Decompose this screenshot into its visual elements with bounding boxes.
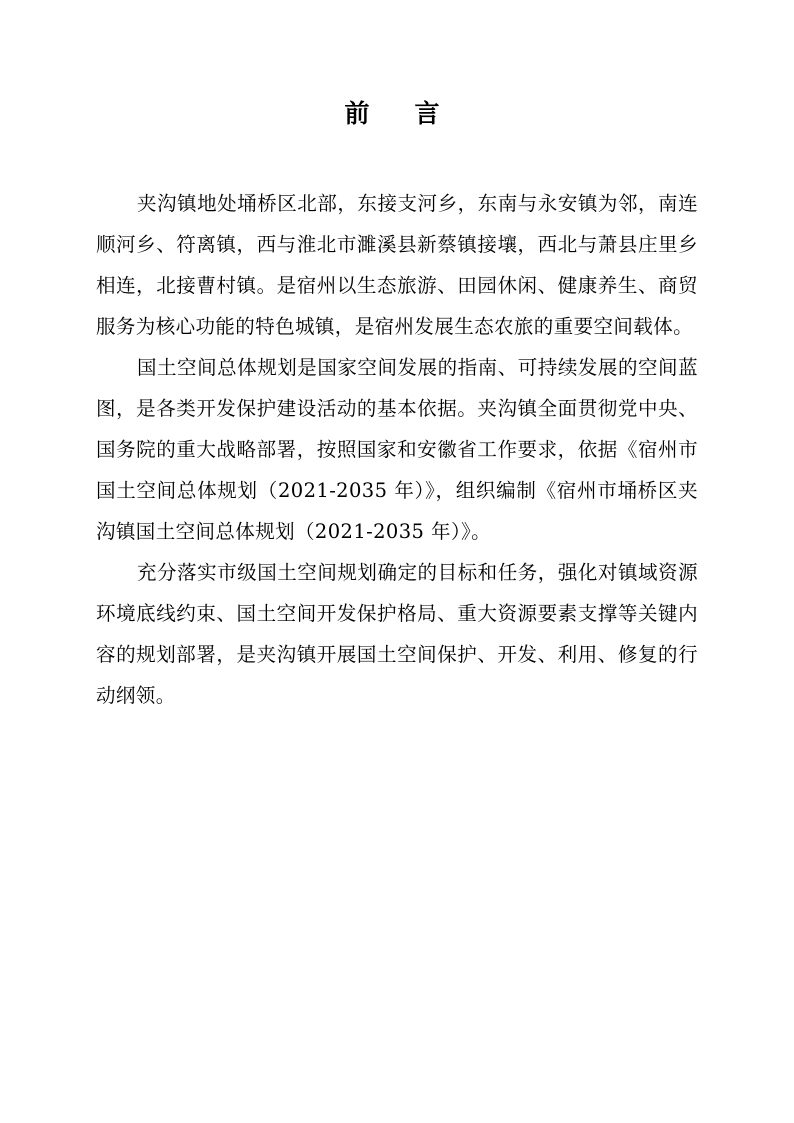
paragraph-1: 夹沟镇地处埇桥区北部，东接支河乡，东南与永安镇为邻，南连顺河乡、符离镇，西与淮北市濉溪县新蔡镇接壤，西北与萧县庄里乡相连，北接曹村镇。是宿州以生态旅游、田园休闲、健康养生、商贸服务为核心功能的特色城镇，是宿州发展生态农旅的重要空间载体。: [96, 192, 698, 338]
paragraph-3: 充分落实市级国土空间规划确定的目标和任务，强化对镇域资源环境底线约束、国土空间开发保护格局、重大资源要素支撑等关键内容的规划部署，是夹沟镇开展国土空间保护、开发、利用、修复的行动纲领。: [96, 561, 698, 707]
paragraph-2: 国土空间总体规划是国家空间发展的指南、可持续发展的空间蓝图，是各类开发保护建设活动的基本依据。夹沟镇全面贯彻党中央、国务院的重大战略部署，按照国家和安徽省工作要求，依据《宿州市国土空间总体规划（2021-2035 年）》，组织编制《宿州市埇桥区夹沟镇国土空间总体规划（2021-2035 年）》。: [96, 356, 698, 543]
page-title: 前 言: [344, 99, 450, 128]
page-content: [96, 96, 698, 716]
